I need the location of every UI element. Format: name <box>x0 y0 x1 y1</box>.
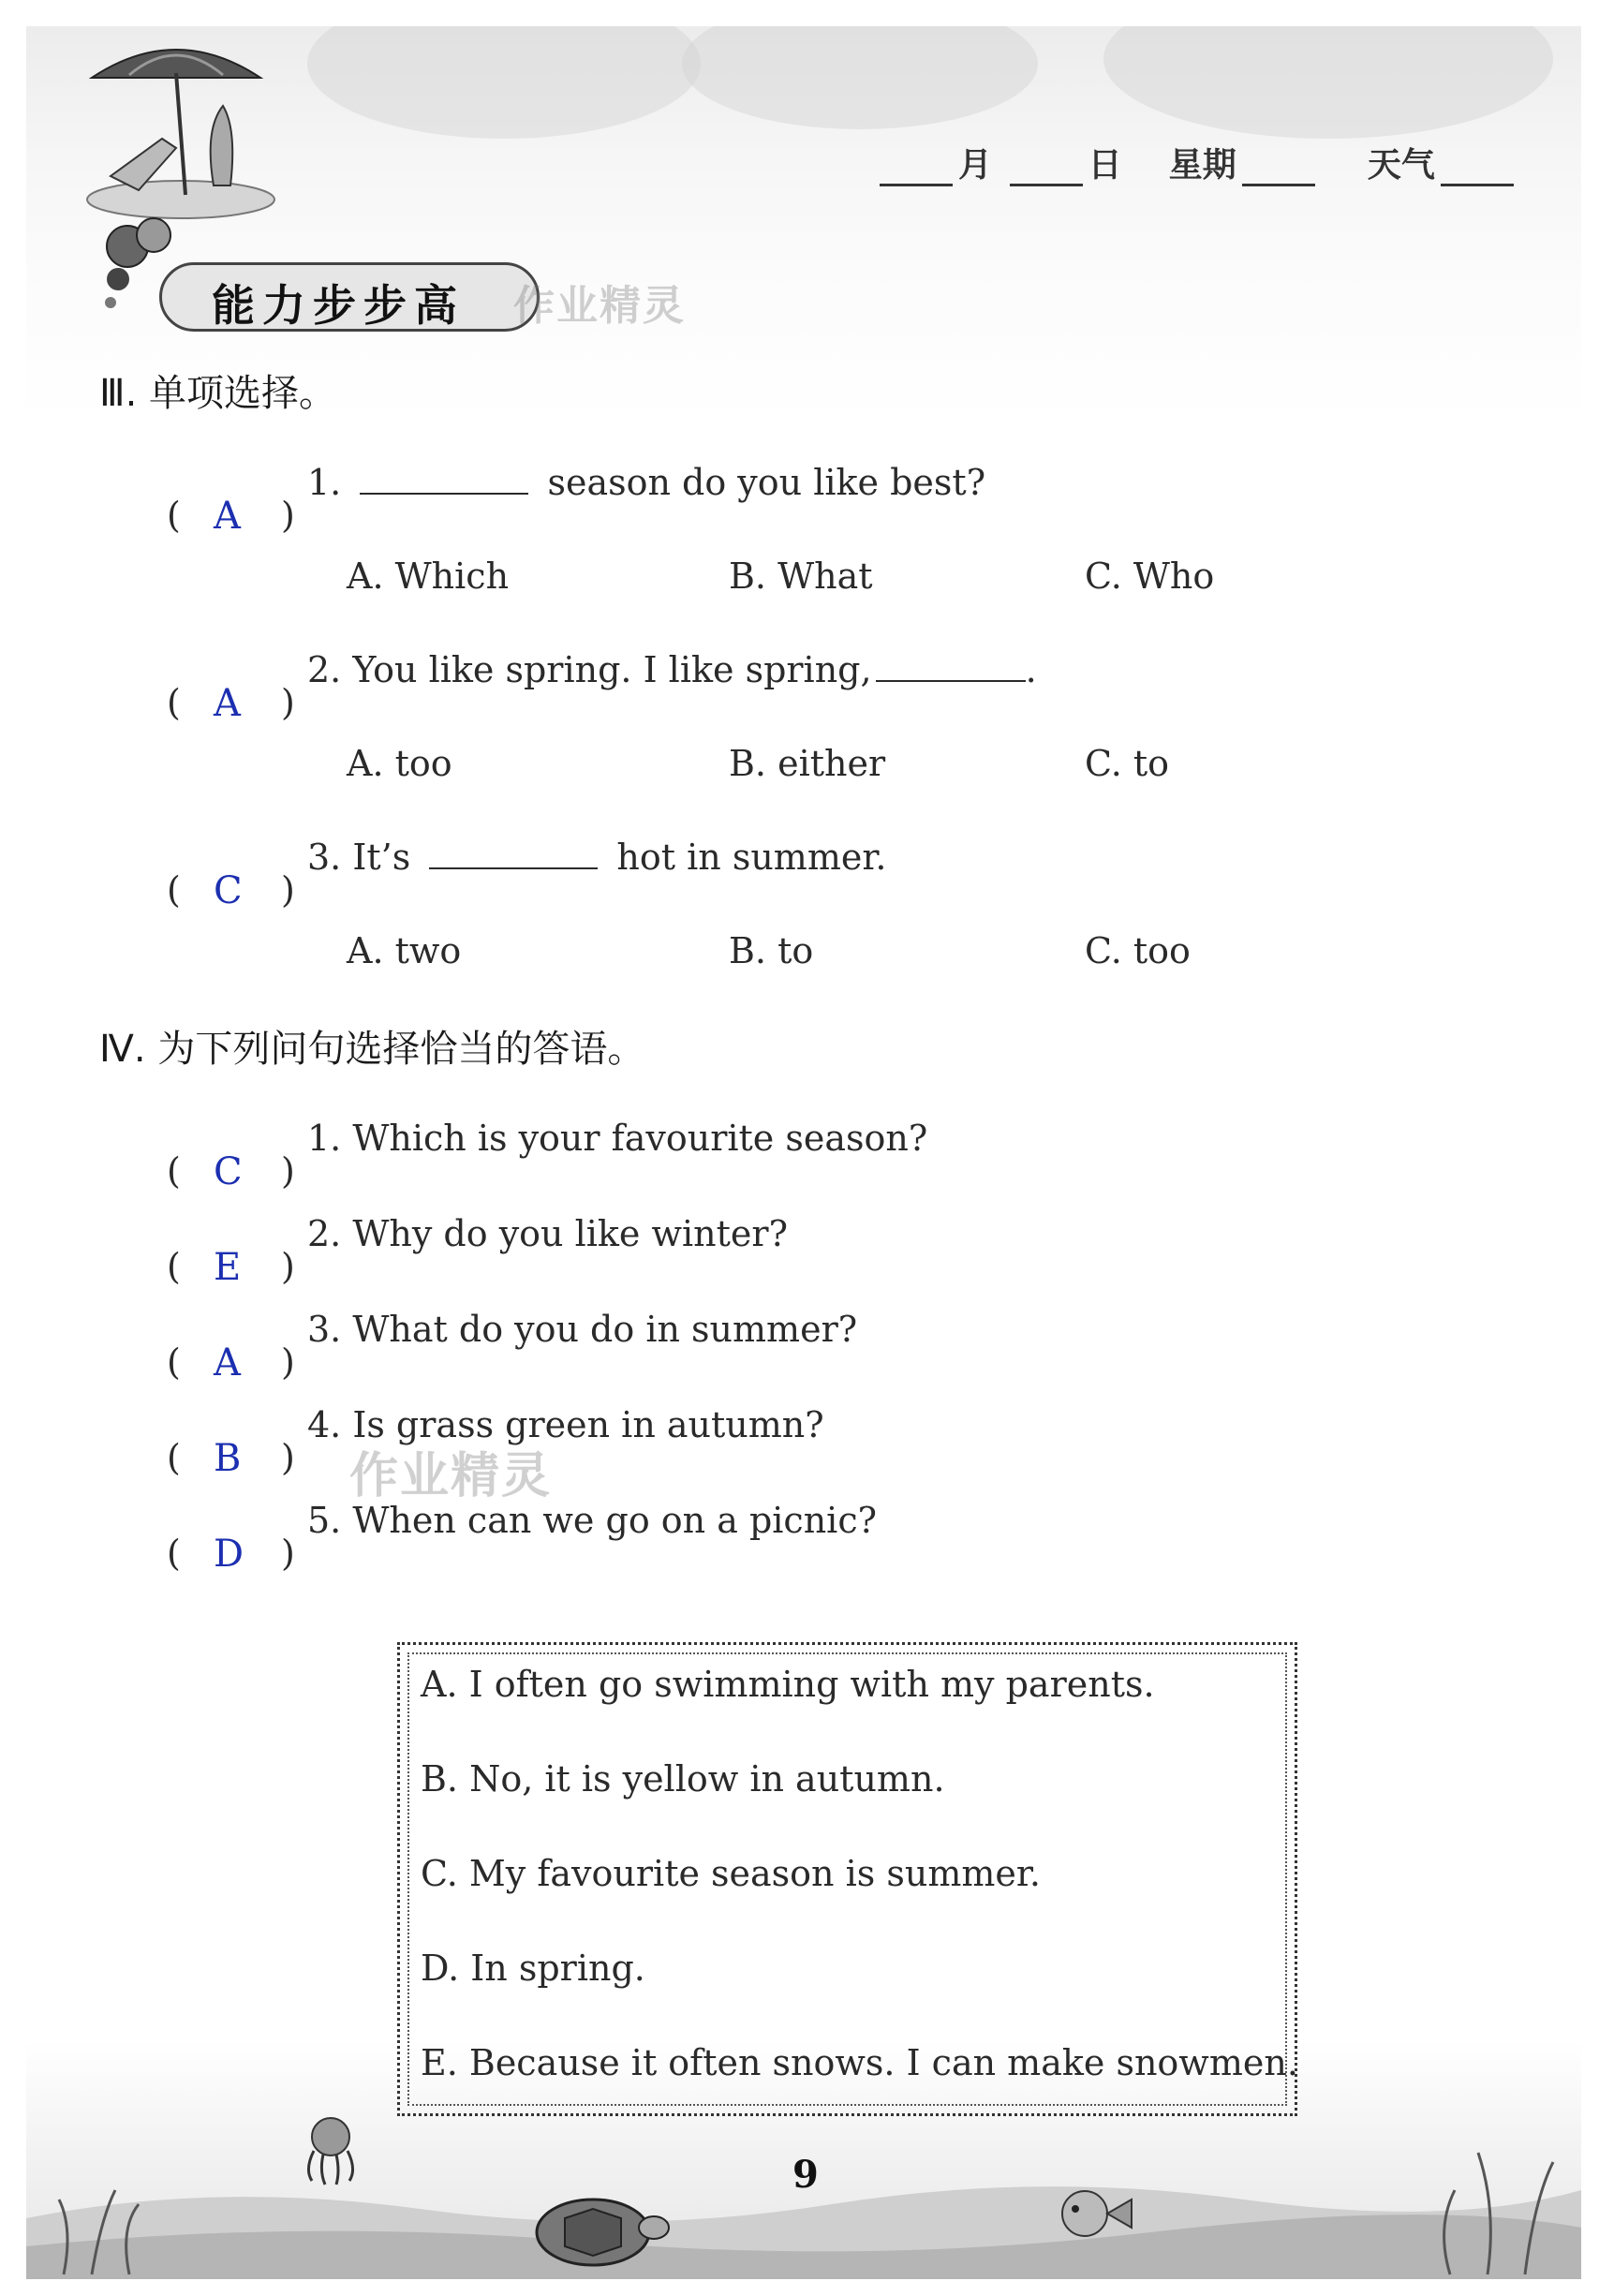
mc-option[interactable]: C. to <box>1085 743 1170 784</box>
section-4-title: Ⅳ. 为下列问句选择恰当的答语。 <box>99 1028 645 1071</box>
pufferfish-icon <box>1038 2181 1141 2246</box>
day-blank[interactable] <box>1010 156 1083 186</box>
answer-choices-box <box>397 1642 1297 2116</box>
mc-option[interactable]: B. to <box>729 930 814 971</box>
mc-text-before-3: It’s <box>352 837 411 878</box>
mc-option[interactable]: A. two <box>347 930 462 971</box>
answer-choice: D. In spring. <box>421 1948 645 1989</box>
mc-text-after-1: season do you like best? <box>547 462 986 503</box>
page-number: 9 <box>792 2153 819 2197</box>
match-answer-1: C <box>214 1150 243 1193</box>
section-banner <box>139 251 532 333</box>
mc-option[interactable]: C. Who <box>1085 555 1215 597</box>
match-question-4: ( B ) 4. Is grass green in autumn? <box>167 1404 824 1480</box>
mc-question-2: ( A ) 2. You like spring. I like spring, . <box>167 649 1037 725</box>
mc-question-3: ( C ) 3. It’s hot in summer. <box>167 837 887 912</box>
seabed-illustration <box>26 2115 1581 2279</box>
workbook-page <box>26 26 1581 2279</box>
mc-number-3: 3. <box>307 837 342 878</box>
mc-option[interactable]: B. What <box>729 555 873 597</box>
weekday-blank[interactable] <box>1242 156 1315 186</box>
mc-blank-2[interactable] <box>876 652 1026 682</box>
beach-chair-umbrella-icon <box>73 36 298 223</box>
turtle-icon <box>513 2181 673 2274</box>
mc-answer-2: A <box>214 682 241 725</box>
mc-option[interactable]: A. Which <box>347 555 510 597</box>
date-weather-line <box>874 139 1519 186</box>
section-3-title: Ⅲ. 单项选择。 <box>99 372 337 415</box>
mc-question-1: ( A ) 1. season do you like best? <box>167 462 986 538</box>
match-question-2: ( E ) 2. Why do you like winter? <box>167 1213 788 1289</box>
mc-option[interactable]: B. either <box>729 743 886 784</box>
match-text-1: 1. Which is your favourite season? <box>307 1118 928 1159</box>
match-answer-3: A <box>214 1341 241 1385</box>
day-label: 日 <box>1088 146 1122 185</box>
match-answer-4: B <box>214 1437 242 1480</box>
header-cloud <box>1103 26 1553 139</box>
answer-choice: E. Because it often snows. I can make snowmen. <box>421 2042 1298 2083</box>
header-cloud <box>307 26 701 139</box>
match-question-3: ( A ) 3. What do you do in summer? <box>167 1309 858 1385</box>
mc-answer-3: C <box>214 869 243 912</box>
mc-answer-1: A <box>214 495 241 538</box>
mc-text-before-2: You like spring. I like spring, <box>352 649 872 690</box>
answer-choice: C. My favourite season is summer. <box>421 1853 1041 1894</box>
match-answer-5: D <box>214 1533 244 1576</box>
match-text-2: 2. Why do you like winter? <box>307 1213 788 1254</box>
match-text-5: 5. When can we go on a picnic? <box>307 1500 877 1541</box>
watermark-text: 作业精灵 <box>513 282 686 330</box>
mc-blank-1[interactable] <box>360 465 528 495</box>
match-text-4: 4. Is grass green in autumn? <box>307 1404 824 1445</box>
header-cloud <box>682 26 1038 129</box>
weather-label: 天气 <box>1367 146 1435 185</box>
weather-blank[interactable] <box>1441 156 1514 186</box>
month-label: 月 <box>958 146 993 185</box>
mc-option[interactable]: A. too <box>347 743 452 784</box>
mc-blank-3[interactable] <box>429 839 598 869</box>
mc-number-2: 2. <box>307 649 342 690</box>
answer-choice: A. I often go swimming with my parents. <box>421 1664 1155 1705</box>
month-blank[interactable] <box>880 156 953 186</box>
match-text-3: 3. What do you do in summer? <box>307 1309 858 1350</box>
answer-choice: B. No, it is yellow in autumn. <box>421 1758 945 1800</box>
mc-text-after-2: . <box>1025 649 1037 690</box>
banner-title: 能力步步高 <box>212 280 465 331</box>
mc-option[interactable]: C. too <box>1085 930 1191 971</box>
watermark-text: 作业精灵 <box>349 1448 553 1504</box>
weekday-label: 星期 <box>1168 146 1236 185</box>
mc-number-1: 1. <box>307 462 342 503</box>
match-answer-2: E <box>214 1246 242 1289</box>
match-question-5: ( D ) 5. When can we go on a picnic? <box>167 1500 877 1576</box>
octopus-icon <box>293 2113 368 2188</box>
match-question-1: ( C ) 1. Which is your favourite season? <box>167 1118 928 1193</box>
mc-text-after-3: hot in summer. <box>616 837 887 878</box>
